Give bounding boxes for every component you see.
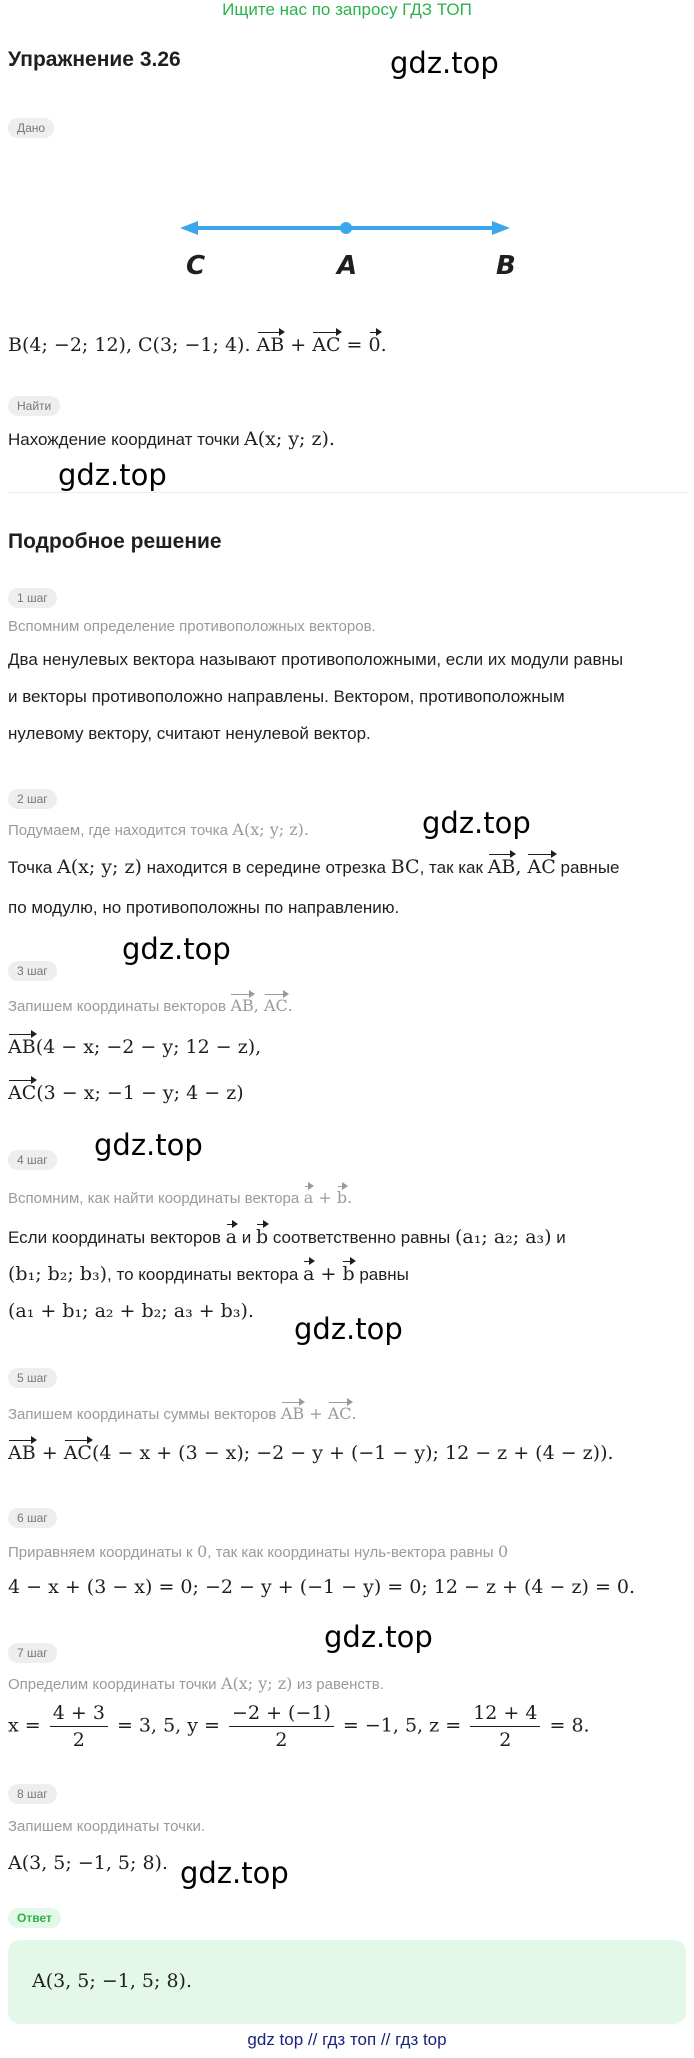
watermark: gdz.top [390, 46, 499, 80]
watermark: gdz.top [180, 1856, 289, 1890]
step-4-line-1 [8, 1226, 566, 1248]
step-3-hint-dot: . [287, 996, 293, 1015]
step-4-plus: + [314, 1263, 343, 1285]
step-7-z-fraction [470, 1700, 540, 1753]
step-3-vec-ab: AB [8, 1036, 36, 1058]
step-4-t5: равны [359, 1265, 409, 1284]
answer-formula: A(3, 5; −1, 5; 8). [32, 1970, 192, 1992]
step-6-hint-text: Приравняем координаты к [8, 1544, 193, 1561]
step-4-badge: 4 шаг [8, 1150, 57, 1170]
step-6-formula: 4 − x + (3 − x) = 0; −2 − y + (−1 − y) = 0; 12 − z + (4 − z) = 0. [8, 1576, 636, 1598]
find-text: Нахождение координат точки [8, 430, 240, 449]
step-4-vec-a2: a [303, 1263, 315, 1285]
step-7-x-res: = 3, 5, [116, 1714, 182, 1737]
step-5-badge: 5 шаг [8, 1368, 57, 1388]
step-5-coords: (4 − x + (3 − x); −2 − y + (−1 − y); 12 − z + (4 − z)). [91, 1442, 614, 1464]
plus-sign: + [284, 334, 313, 356]
step-7-formula [8, 1700, 590, 1753]
step-2-badge: 2 шаг [8, 789, 57, 809]
step-7-x-num: 4 + 3 [50, 1700, 108, 1727]
step-5-vec-ab: AB [8, 1442, 36, 1464]
step-8-hint: Запишем координаты точки. [8, 1818, 206, 1835]
label-b: B [496, 251, 516, 280]
step-1-line-3: нулевому вектору, считают ненулевой вектор. [8, 724, 371, 743]
step-3-coords-ac: (3 − x; −1 − y; 4 − z) [36, 1082, 244, 1104]
right-arrowhead [492, 221, 510, 235]
step-2-t4: равные [560, 858, 620, 877]
step-4-vec-a: a [225, 1226, 237, 1248]
step-2-vec-ab: AB [487, 856, 516, 878]
step-1-line-2: и векторы противоположно направлены. Вектором, противоположным [8, 687, 565, 706]
zero-vector: 0 [368, 334, 381, 356]
step-7-y-num: −2 + (−1) [229, 1700, 334, 1727]
step-7-hint-text-2: из равенств. [296, 1676, 384, 1693]
step-4-t4: , то координаты вектора [107, 1265, 299, 1284]
equals-sign: = [340, 334, 369, 356]
page-title: Упражнение 3.26 [8, 48, 181, 71]
step-1-hint: Вспомним определение противоположных векторов. [8, 618, 376, 635]
step-8-formula: A(3, 5; −1, 5; 8). [8, 1852, 168, 1874]
step-2-line-2: по модулю, но противоположны по направлению. [8, 898, 400, 917]
step-7-badge: 7 шаг [8, 1643, 57, 1663]
step-6-hint-text-2: , так как координаты нуль-вектора равны [207, 1544, 494, 1561]
step-7-y-eq: y = [187, 1714, 220, 1737]
step-6-hint-zero: 0 [197, 1542, 208, 1561]
watermark: gdz.top [324, 1620, 433, 1654]
step-5-hint-text: Запишем координаты суммы векторов [8, 1406, 277, 1423]
step-1-badge: 1 шаг [8, 588, 57, 608]
step-8-badge: 8 шаг [8, 1784, 57, 1804]
step-5-vec-ac: AC [63, 1442, 92, 1464]
vector-ac: AC [312, 334, 341, 356]
step-4-vec-b2: b [342, 1263, 355, 1285]
step-7-x-eq: x = [8, 1714, 41, 1737]
given-points: B(4; −2; 12), C(3; −1; 4). [8, 334, 251, 356]
label-a: A [337, 251, 358, 280]
step-5-formula [8, 1442, 614, 1464]
step-3-coords-ab: (4 − x; −2 − y; 12 − z), [35, 1036, 262, 1058]
step-4-m1: (a₁; a₂; a₃) [455, 1226, 552, 1248]
step-7-y-res: = −1, 5, [342, 1714, 424, 1737]
step-4-m3: (a₁ + b₁; a₂ + b₂; a₃ + b₃). [8, 1300, 254, 1322]
watermark: gdz.top [422, 806, 531, 840]
step-6-hint [8, 1542, 508, 1562]
find-badge: Найти [8, 396, 60, 416]
watermark: gdz.top [294, 1312, 403, 1346]
step-7-z-den: 2 [499, 1729, 512, 1751]
step-7-z-num: 12 + 4 [470, 1700, 540, 1727]
step-7-hint-math: A(x; y; z) [220, 1674, 293, 1693]
step-2-line-1 [8, 856, 620, 878]
step-2-vec-ac: AC [527, 856, 556, 878]
step-2-m2: BC [390, 856, 420, 878]
step-3-hint-ac: AC [263, 996, 288, 1015]
point-a-dot [340, 222, 352, 234]
step-6-badge: 6 шаг [8, 1508, 57, 1528]
step-2-hint [8, 820, 309, 840]
given-conditions [8, 334, 387, 356]
watermark: gdz.top [94, 1128, 203, 1162]
step-4-t1: Если координаты векторов [8, 1228, 221, 1247]
step-5-hint-ab: AB [280, 1404, 305, 1423]
step-4-t2: соответственно равны [272, 1228, 451, 1247]
step-4-m2: (b₁; b₂; b₃) [8, 1263, 108, 1285]
label-c: C [186, 251, 206, 280]
step-6-hint-zero-2: 0 [497, 1542, 509, 1561]
step-3-hint [8, 996, 293, 1016]
step-5-hint-plus: + [304, 1404, 328, 1423]
given-badge: Дано [8, 118, 54, 138]
step-2-m1: A(x; y; z) [57, 856, 142, 878]
step-5-hint [8, 1404, 357, 1424]
step-4-line-2 [8, 1263, 409, 1285]
step-7-x-fraction [50, 1700, 108, 1753]
step-2-hint-math: A(x; y; z). [232, 820, 309, 839]
step-4-hint-dot: . [347, 1188, 353, 1207]
step-3-badge: 3 шаг [8, 961, 57, 981]
step-3-hint-comma: , [253, 996, 264, 1015]
section-divider [8, 492, 688, 493]
find-row [8, 428, 335, 452]
left-arrowhead [180, 221, 198, 235]
step-7-hint-text: Определим координаты точки [8, 1676, 217, 1693]
step-3-hint-text: Запишем координаты векторов [8, 998, 226, 1015]
footer-links[interactable]: gdz top // гдз топ // гдз top [247, 2030, 447, 2049]
step-4-hint [8, 1188, 352, 1208]
step-2-t3: , так как [419, 858, 483, 877]
step-7-y-fraction [229, 1700, 334, 1753]
step-4-hint-b: b [336, 1188, 348, 1207]
step-4-hint-a: a [303, 1188, 314, 1207]
step-2-comma: , [515, 856, 528, 878]
answer-badge: Ответ [8, 1908, 61, 1928]
step-4-t-and: и [241, 1228, 252, 1247]
step-2-t2: находится в середине отрезка [146, 858, 386, 877]
search-banner[interactable]: Ищите нас по запросу ГДЗ ТОП [222, 0, 472, 19]
watermark: gdz.top [58, 458, 167, 492]
step-2-hint-text: Подумаем, где находится точка [8, 822, 228, 839]
step-4-hint-text: Вспомним, как найти координаты вектора [8, 1190, 300, 1207]
step-4-t3: и [556, 1228, 566, 1247]
step-4-vec-b: b [255, 1226, 269, 1248]
step-7-z-eq: z = [429, 1714, 462, 1737]
step-3-formula-1 [8, 1036, 261, 1058]
watermark: gdz.top [122, 932, 231, 966]
given-end: . [380, 334, 387, 356]
step-2-t1: Точка [8, 858, 53, 877]
step-5-hint-ac: AC [327, 1404, 352, 1423]
step-7-hint [8, 1674, 384, 1694]
step-4-hint-plus: + [313, 1188, 337, 1207]
step-7-y-den: 2 [275, 1729, 288, 1751]
step-3-hint-ab: AB [230, 996, 254, 1015]
step-7-z-res: = 8. [549, 1714, 590, 1737]
step-3-vec-ac: AC [8, 1082, 37, 1104]
step-5-plus: + [35, 1442, 64, 1464]
find-math: A(x; y; z). [244, 428, 335, 450]
solution-title: Подробное решение [8, 530, 222, 553]
vector-ab: AB [256, 334, 285, 356]
step-7-x-den: 2 [72, 1729, 85, 1751]
points-diagram [180, 210, 520, 280]
step-3-formula-2 [8, 1082, 244, 1104]
step-1-line-1: Два ненулевых вектора называют противоположными, если их модули равны [8, 650, 624, 669]
step-5-hint-dot: . [351, 1404, 357, 1423]
